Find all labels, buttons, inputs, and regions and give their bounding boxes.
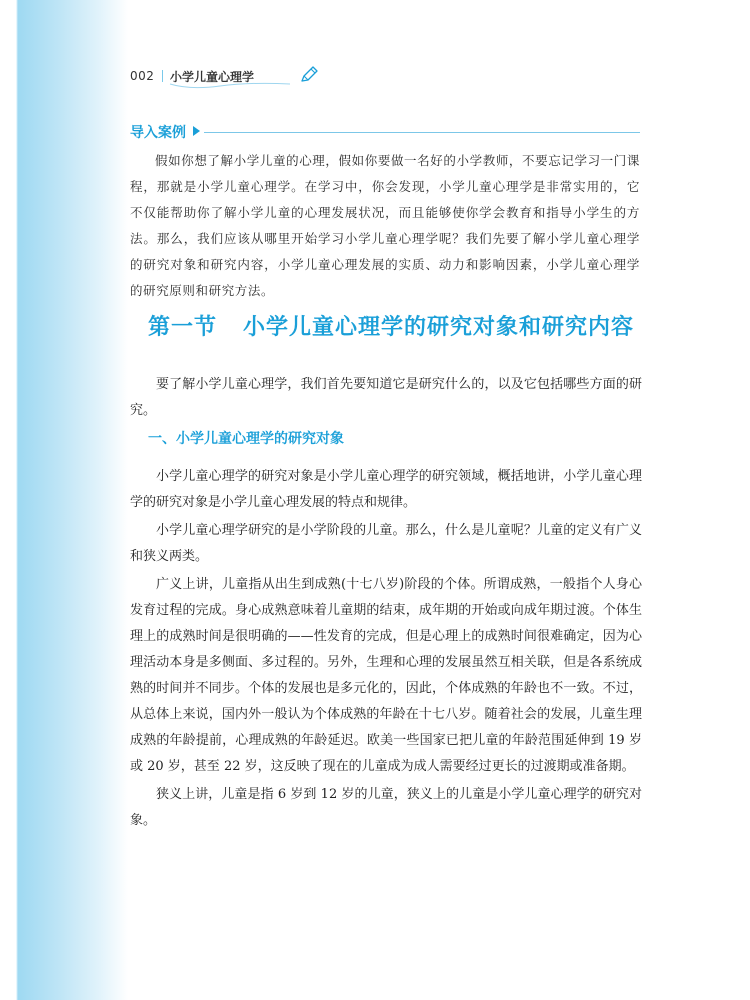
case-text: 假如你想了解小学儿童的心理，假如你要做一名好的小学教师，不要忘记学习一门课程，那就是小学儿童心理学。在学习中，你会发现，小学儿童心理学是非常实用的，它不仅能帮助你了解小学儿童的心理发展状况，而且能够使你学会教育和指导小学生的方法。那么，我们应该从哪里开始学习小学儿童心理学呢？我们先要了解小学儿童心理学的研究对象和研究内容，小学儿童心理发展的实质、动力和影响因素，小学儿童心理学的研究原则和研究方法。: [130, 153, 640, 298]
paragraph: 广义上讲，儿童指从出生到成熟(十七八岁)阶段的个体。所谓成熟，一般指个人身心发育过程的完成。身心成熟意味着儿童期的结束，成年期的开始或向成年期过渡。个体生理上的成熟时间是很明确的——性发育的完成，但是心理上的成熟时间很难确定，因为心理活动本身是多侧面、多过程的。另外，生理和心理的发展虽然互相关联，但是各系统成熟的时间并不同步。个体的发展也是多元化的，因此，个体成熟的年龄也不一致。不过，从总体上来说，国内外一般认为个体成熟的年龄在十七八岁。随着社会的发展，儿童生理成熟的年龄提前，心理成熟的年龄延迟。欧美一些国家已把儿童的年龄范围延伸到 19 岁或 20 岁，甚至 22 岁，这反映了现在的儿童成为成人需要经过更长的过渡期或准备期。: [130, 577, 642, 774]
intro-paragraph: 要了解小学儿童心理学，我们首先要知道它是研究什么的，以及它包括哪些方面的研究。: [130, 377, 642, 418]
section-heading: [148, 310, 648, 341]
body-paragraphs: [130, 464, 642, 836]
book-title: 小学儿童心理学: [170, 70, 255, 84]
paragraph: 小学儿童心理学的研究对象是小学儿童心理学的研究领域，概括地讲，小学儿童心理学的研究对象是小学儿童心理发展的特点和规律。: [130, 469, 642, 510]
running-header: [130, 62, 390, 92]
section-intro: [130, 372, 642, 426]
pencil-icon: [298, 64, 320, 86]
page-side-band: [0, 0, 128, 1000]
paragraph: 小学儿童心理学研究的是小学阶段的儿童。那么，什么是儿童呢？儿童的定义有广义和狭义两类。: [130, 523, 642, 564]
paragraph: 狭义上讲，儿童是指 6 岁到 12 岁的儿童，狭义上的儿童是小学儿童心理学的研究对象。: [130, 787, 642, 828]
case-heading: [130, 122, 640, 142]
subsection-heading: 一、小学儿童心理学的研究对象: [148, 431, 344, 447]
triangle-arrow-icon: [193, 126, 200, 136]
page-number: 002: [130, 69, 155, 83]
section-title: 小学儿童心理学的研究对象和研究内容: [243, 314, 635, 340]
case-label: 导入案例: [130, 125, 186, 141]
header-divider: [162, 70, 163, 82]
header-underline-decoration: [130, 62, 390, 92]
section-number: 第一节: [148, 314, 218, 340]
case-rule: [204, 132, 640, 133]
